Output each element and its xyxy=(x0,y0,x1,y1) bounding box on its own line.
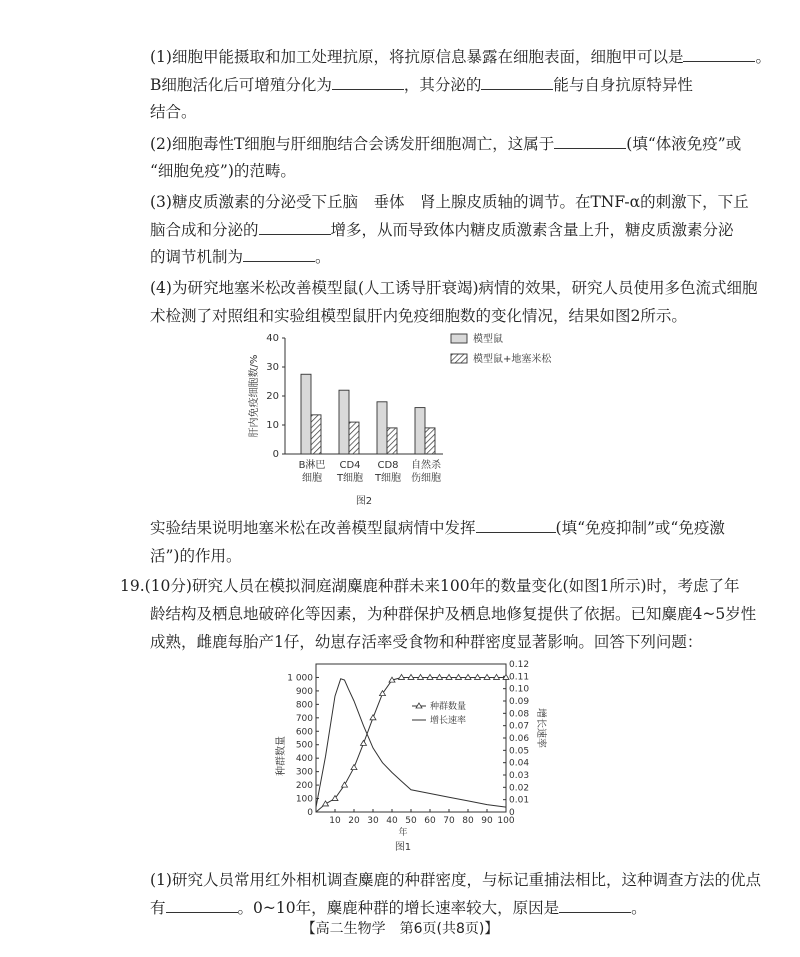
legend-label: 种群数量 xyxy=(430,702,467,712)
left-tick-label: 100 xyxy=(295,794,313,805)
legend-swatch xyxy=(451,354,467,363)
q1-answer-blank-1[interactable] xyxy=(683,47,755,62)
q3-text-c: 的调节机制为 xyxy=(150,248,244,266)
q4-result-line2: 活”)的作用。 xyxy=(150,547,242,565)
x-tick-label: 细胞 xyxy=(302,473,322,484)
left-tick-label: 700 xyxy=(295,713,313,724)
x-tick-label: B淋巴 xyxy=(298,460,326,471)
population-marker xyxy=(456,674,462,679)
figure-title: 图2 xyxy=(355,496,373,507)
bar-model xyxy=(377,402,387,454)
right-tick-label: 0.08 xyxy=(509,709,530,720)
q3-answer-blank-2[interactable] xyxy=(243,247,315,262)
right-tick-label: 0.12 xyxy=(509,660,530,670)
right-tick-label: 0.11 xyxy=(509,672,530,683)
y-tick-label: 10 xyxy=(266,420,279,431)
x-tick-label: CD8 xyxy=(377,460,399,471)
population-marker xyxy=(475,674,481,679)
q19-answer-blank-1[interactable] xyxy=(166,898,238,913)
page-footer: 【高二生物学 第6页(共8页)】 xyxy=(301,921,499,937)
q1-text-d: ，其分泌的 xyxy=(403,76,482,94)
q4-line2: 术检测了对照组和实验组模型鼠肝内免疫细胞数的变化情况，结果如图2所示。 xyxy=(150,307,687,325)
q19-text-b: 。0~10年，麋鹿种群的增长速率较大，原因是 xyxy=(237,899,560,917)
q1-text-a: (1)细胞甲能摄取和加工处理抗原，将抗原信息暴露在细胞表面，细胞甲可以是 xyxy=(150,48,684,66)
left-tick-label: 300 xyxy=(295,767,313,778)
legend-label: 增长速率 xyxy=(430,716,467,726)
bar-model xyxy=(415,408,425,454)
right-tick-label: 0.03 xyxy=(509,771,530,781)
q3-line1: (3)糖皮质激素的分泌受下丘脑 垂体 肾上腺皮质轴的调节。在TNF-α的刺激下，下丘 xyxy=(150,193,749,211)
figure-1-line-chart xyxy=(262,656,562,860)
q19-text-a: 有 xyxy=(150,899,166,917)
bar-model-dexamethasone xyxy=(349,422,359,454)
q1-text-c: B细胞活化后可增殖分化为 xyxy=(150,76,332,94)
left-tick-label: 200 xyxy=(295,781,313,792)
q1-text-e: 能与自身抗原特异性 xyxy=(553,76,693,94)
population-marker xyxy=(446,674,452,679)
population-line xyxy=(316,678,506,813)
q4-text-a: 实验结果说明地塞米松在改善模型鼠病情中发挥 xyxy=(150,519,476,537)
y-axis-label: 肝内免疫细胞数/% xyxy=(249,354,260,438)
population-marker xyxy=(399,674,405,679)
right-tick-label: 0.09 xyxy=(509,697,530,707)
q19-sub1-line2 xyxy=(150,898,647,918)
q19-line3: 成熟，雌鹿每胎产1仔，幼崽存活率受食物和种群密度显著影响。回答下列问题： xyxy=(150,633,703,651)
y-tick-label: 40 xyxy=(266,333,279,344)
right-tick-label: 0.06 xyxy=(509,734,530,744)
q4-line1: (4)为研究地塞米松改善模型鼠(人工诱导肝衰竭)病情的效果，研究人员使用多色流式细胞 xyxy=(150,279,758,297)
bar-model-dexamethasone xyxy=(425,428,435,454)
q19-line1: 19.(10分)研究人员在模拟洞庭湖麋鹿种群未来100年的数量变化(如图1所示)时，考虑了年 xyxy=(120,577,740,595)
left-tick-label: 400 xyxy=(295,754,313,765)
left-tick-label: 800 xyxy=(295,700,313,711)
x-axis-label: 年 xyxy=(398,828,408,838)
right-tick-label: 0.05 xyxy=(509,746,530,757)
q1-line3: 结合。 xyxy=(150,103,197,121)
x-tick-label: 80 xyxy=(462,816,474,826)
x-tick-label: 40 xyxy=(386,816,398,826)
y-tick-label: 0 xyxy=(272,449,279,460)
x-tick-label: 伤细胞 xyxy=(411,473,441,484)
left-tick-label: 1 000 xyxy=(287,673,313,684)
bar-model-dexamethasone xyxy=(311,415,321,454)
growth-rate-line xyxy=(316,679,506,807)
right-tick-label: 0.02 xyxy=(509,783,530,794)
right-axis-label: 增长速率 xyxy=(535,708,546,748)
left-axis-label: 种群数量 xyxy=(276,736,287,776)
q1-text-b: 。 xyxy=(755,48,771,66)
x-tick-label: CD4 xyxy=(339,460,361,471)
y-tick-label: 20 xyxy=(266,391,279,402)
q4-text-b: (填“免疫抑制”或“免疫激 xyxy=(555,519,725,537)
figure-2-bar-chart xyxy=(235,328,575,510)
q4-result-line1 xyxy=(150,518,725,538)
population-marker xyxy=(361,740,367,745)
right-tick-label: 0.04 xyxy=(509,758,530,769)
q3-line2 xyxy=(150,220,734,240)
population-marker xyxy=(427,674,433,679)
q3-text-b: 增多，从而导致体内糖皮质激素含量上升，糖皮质激素分泌 xyxy=(330,221,734,239)
population-marker xyxy=(494,674,500,679)
population-marker xyxy=(342,782,348,787)
x-tick-label: 100 xyxy=(497,816,515,826)
x-tick-label: 70 xyxy=(443,816,455,826)
x-tick-label: 30 xyxy=(367,816,379,826)
left-tick-label: 900 xyxy=(295,686,313,697)
q2-text-b: (填“体液免疫”或 xyxy=(626,135,742,153)
q1-line2 xyxy=(150,75,693,95)
q3-text-a: 脑合成和分泌的 xyxy=(150,221,259,239)
right-tick-label: 0.07 xyxy=(509,721,530,732)
population-marker xyxy=(323,801,329,806)
q1-answer-blank-2[interactable] xyxy=(332,75,404,90)
population-marker xyxy=(484,674,490,679)
right-tick-label: 0.10 xyxy=(509,684,530,695)
x-tick-label: 自然杀 xyxy=(411,460,441,471)
q3-text-d: 。 xyxy=(315,248,331,266)
y-tick-label: 30 xyxy=(266,362,279,373)
q2-text-a: (2)细胞毒性T细胞与肝细胞结合会诱发肝细胞凋亡，这属于 xyxy=(150,135,555,153)
legend-label: 模型鼠+地塞米松 xyxy=(473,354,552,365)
q2-answer-blank[interactable] xyxy=(554,134,626,149)
right-tick-label: 0 xyxy=(509,808,515,818)
population-marker xyxy=(351,765,357,770)
x-tick-label: T细胞 xyxy=(374,473,402,484)
q19-sub1-line1: (1)研究人员常用红外相机调查麋鹿的种群密度，与标记重捕法相比，这种调查方法的优点 xyxy=(150,871,761,889)
q19-text-c: 。 xyxy=(631,899,647,917)
right-tick-label: 0.01 xyxy=(509,795,530,806)
q3-line3 xyxy=(150,247,331,267)
left-tick-label: 600 xyxy=(295,727,313,738)
q4-answer-blank[interactable] xyxy=(476,518,556,533)
population-marker xyxy=(418,674,424,679)
bar-model xyxy=(339,390,349,454)
x-tick-label: T细胞 xyxy=(336,473,364,484)
population-marker xyxy=(465,674,471,679)
population-marker xyxy=(408,674,414,679)
q3-answer-blank-1[interactable] xyxy=(259,220,331,235)
x-tick-label: 60 xyxy=(424,816,436,826)
q19-answer-blank-2[interactable] xyxy=(559,898,631,913)
q1-line1 xyxy=(150,47,771,67)
x-tick-label: 10 xyxy=(329,816,341,826)
x-tick-label: 50 xyxy=(405,816,417,826)
population-marker xyxy=(437,674,443,679)
left-tick-label: 0 xyxy=(307,808,313,818)
bar-model xyxy=(301,374,311,454)
bar-model-dexamethasone xyxy=(387,428,397,454)
q2-line1 xyxy=(150,134,741,154)
q19-line2: 龄结构及栖息地破碎化等因素，为种群保护及栖息地修复提供了依据。已知麋鹿4~5岁性 xyxy=(150,605,757,623)
q2-line2: “细胞免疫”)的范畴。 xyxy=(150,162,296,180)
legend-label: 模型鼠 xyxy=(473,334,503,345)
left-tick-label: 500 xyxy=(295,740,313,751)
x-tick-label: 90 xyxy=(481,816,493,826)
q1-answer-blank-3[interactable] xyxy=(481,75,553,90)
figure-title: 图1 xyxy=(394,842,412,853)
legend-swatch xyxy=(451,334,467,343)
x-tick-label: 20 xyxy=(348,816,360,826)
population-marker xyxy=(370,715,376,720)
